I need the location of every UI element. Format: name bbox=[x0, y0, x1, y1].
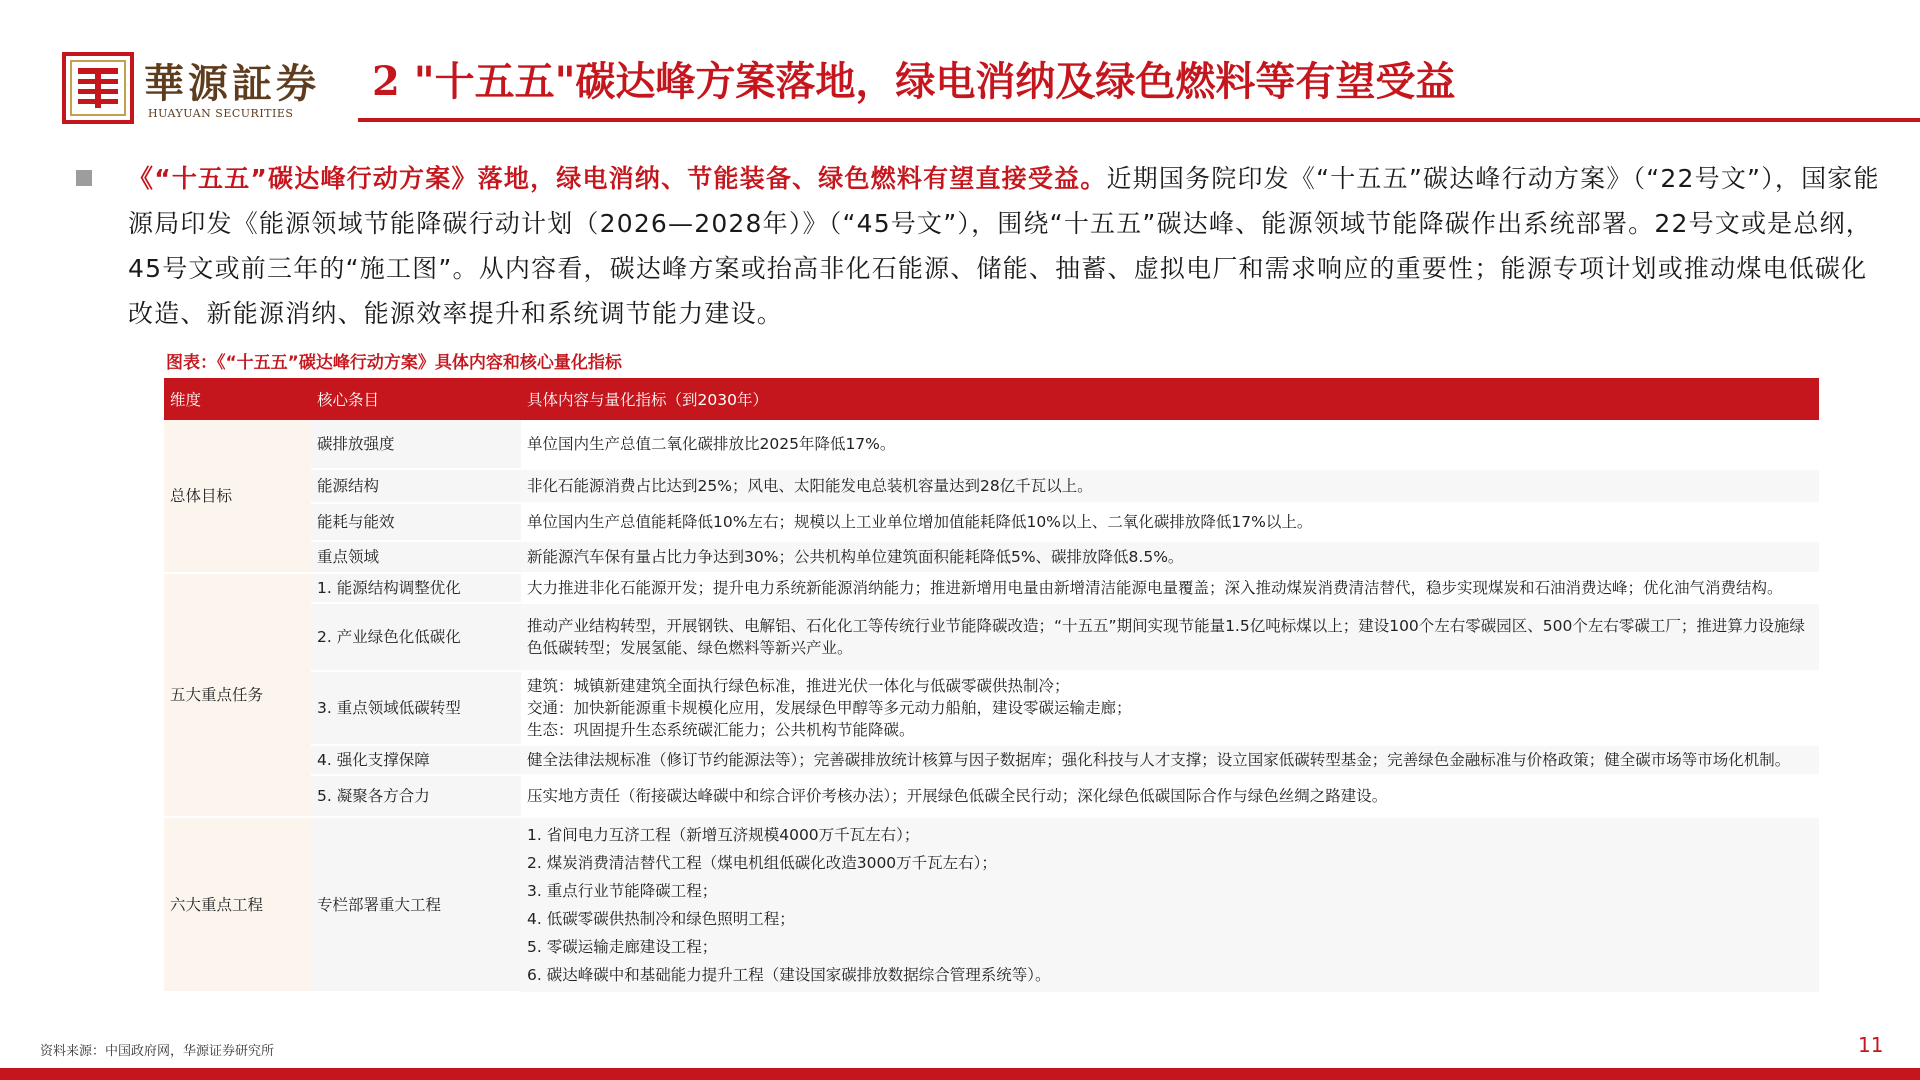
footer-bar bbox=[0, 1068, 1920, 1080]
item-cell: 5. 凝聚各方合力 bbox=[311, 775, 521, 817]
dimension-cell: 六大重点工程 bbox=[164, 817, 311, 992]
table-row bbox=[164, 603, 1819, 671]
detail-cell: 推动产业结构转型，开展钢铁、电解铝、石化化工等传统行业节能降碳改造；“十五五”期间实现节能量1.5亿吨标煤以上；建设100个左右零碳园区、500个左右零碳工厂；推进算力设施绿色低碳转型；发展氢能、绿色燃料等新兴产业。 bbox=[521, 603, 1819, 671]
item-cell: 1. 能源结构调整优化 bbox=[311, 573, 521, 603]
detail-line: 5. 零碳运输走廊建设工程； bbox=[527, 938, 718, 956]
table-row bbox=[164, 775, 1819, 817]
detail-line: 建筑：城镇新建建筑全面执行绿色标准，推进光伏一体化与低碳零碳供热制冷； bbox=[527, 677, 1070, 695]
detail-cell: 压实地方责任（衔接碳达峰碳中和综合评价考核办法）；开展绿色低碳全民行动；深化绿色低碳国际合作与绿色丝绸之路建设。 bbox=[521, 775, 1819, 817]
detail-cell bbox=[521, 671, 1819, 745]
logo-chinese-text: 華源証券 bbox=[144, 60, 320, 107]
detail-cell: 单位国内生产总值二氧化碳排放比2025年降低17%。 bbox=[521, 420, 1819, 469]
item-cell: 碳排放强度 bbox=[311, 420, 521, 469]
page-title: 2 "十五五"碳达峰方案落地，绿电消纳及绿色燃料等有望受益 bbox=[372, 58, 1456, 105]
detail-cell: 健全法律法规标准（修订节约能源法等）；完善碳排放统计核算与因子数据库；强化科技与人才支撑；设立国家低碳转型基金；完善绿色金融标准与价格政策；健全碳市场等市场化机制。 bbox=[521, 745, 1819, 775]
item-cell: 4. 强化支撑保障 bbox=[311, 745, 521, 775]
logo-english-text: HUAYUAN SECURITIES bbox=[148, 107, 294, 120]
detail-line: 1. 省间电力互济工程（新增互济规模4000万千瓦左右）； bbox=[527, 826, 920, 844]
item-cell: 能耗与能效 bbox=[311, 503, 521, 541]
intro-body: 近期国务院印发《“十五五”碳达峰行动方案》（“22号文”），国家能源局印发《能源领域节能降碳行动计划（2026—2028年）》（“45号文”），围绕“十五五”碳达峰、能源领域节能降碳作出系统部署。22号文或是总纲，45号文或前三年的“施工图”。从内容看，碳达峰方案或抬高非化石能源、储能、抽蓄、虚拟电厂和需求响应的重要性；能源专项计划或推动煤电低碳化改造、新能源消纳、能源效率提升和系统调节能力建设。 bbox=[128, 164, 1880, 328]
detail-cell: 单位国内生产总值能耗降低10%左右；规模以上工业单位增加值能耗降低10%以上、二氧化碳排放降低17%以上。 bbox=[521, 503, 1819, 541]
detail-line: 2. 煤炭消费清洁替代工程（煤电机组低碳化改造3000万千瓦左右）； bbox=[527, 854, 997, 872]
item-cell: 重点领域 bbox=[311, 541, 521, 573]
detail-line: 4. 低碳零碳供热制冷和绿色照明工程； bbox=[527, 910, 795, 928]
table-row bbox=[164, 541, 1819, 573]
detail-cell: 新能源汽车保有量占比力争达到30%；公共机构单位建筑面积能耗降低5%、碳排放降低8.5%。 bbox=[521, 541, 1819, 573]
table-row bbox=[164, 420, 1819, 469]
dimension-cell: 总体目标 bbox=[164, 420, 311, 573]
table-header-row bbox=[164, 378, 1819, 420]
table-row bbox=[164, 573, 1819, 603]
column-header: 维度 bbox=[164, 378, 311, 420]
item-cell: 3. 重点领域低碳转型 bbox=[311, 671, 521, 745]
table-row bbox=[164, 817, 1819, 992]
page-number: 11 bbox=[1858, 1033, 1884, 1057]
detail-line: 交通：加快新能源重卡规模化应用，发展绿色甲醇等多元动力船舶，建设零碳运输走廊； bbox=[527, 699, 1132, 717]
company-logo bbox=[62, 50, 362, 128]
source-note: 资料来源：中国政府网，华源证券研究所 bbox=[40, 1044, 275, 1059]
column-header: 核心条目 bbox=[311, 378, 521, 420]
detail-cell bbox=[521, 817, 1819, 992]
dimension-cell: 五大重点任务 bbox=[164, 573, 311, 817]
detail-line: 生态：巩固提升生态系统碳汇能力；公共机构节能降碳。 bbox=[527, 721, 915, 739]
detail-cell: 非化石能源消费占比达到25%；风电、太阳能发电总装机容量达到28亿千瓦以上。 bbox=[521, 469, 1819, 503]
header-divider bbox=[358, 118, 1920, 122]
detail-line: 3. 重点行业节能降碳工程； bbox=[527, 882, 718, 900]
figure-title: 图表：《“十五五”碳达峰行动方案》具体内容和核心量化指标 bbox=[166, 353, 622, 373]
intro-paragraph bbox=[128, 156, 1883, 336]
table-row bbox=[164, 503, 1819, 541]
table-row bbox=[164, 469, 1819, 503]
detail-line: 6. 碳达峰碳中和基础能力提升工程（建设国家碳排放数据综合管理系统等）。 bbox=[527, 966, 1051, 984]
table-row bbox=[164, 745, 1819, 775]
content-table bbox=[164, 378, 1819, 993]
item-cell: 能源结构 bbox=[311, 469, 521, 503]
bullet-square-icon bbox=[76, 170, 92, 186]
detail-cell: 大力推进非化石能源开发；提升电力系统新能源消纳能力；推进新增用电量由新增清洁能源电量覆盖；深入推动煤炭消费清洁替代，稳步实现煤炭和石油消费达峰；优化油气消费结构。 bbox=[521, 573, 1819, 603]
item-cell: 专栏部署重大工程 bbox=[311, 817, 521, 992]
intro-highlight: 《“十五五”碳达峰行动方案》落地，绿电消纳、节能装备、绿色燃料有望直接受益。 bbox=[128, 164, 1107, 193]
column-header: 具体内容与量化指标（到2030年） bbox=[521, 378, 1819, 420]
item-cell: 2. 产业绿色化低碳化 bbox=[311, 603, 521, 671]
logo-seal-icon bbox=[62, 52, 134, 124]
table-row bbox=[164, 671, 1819, 745]
